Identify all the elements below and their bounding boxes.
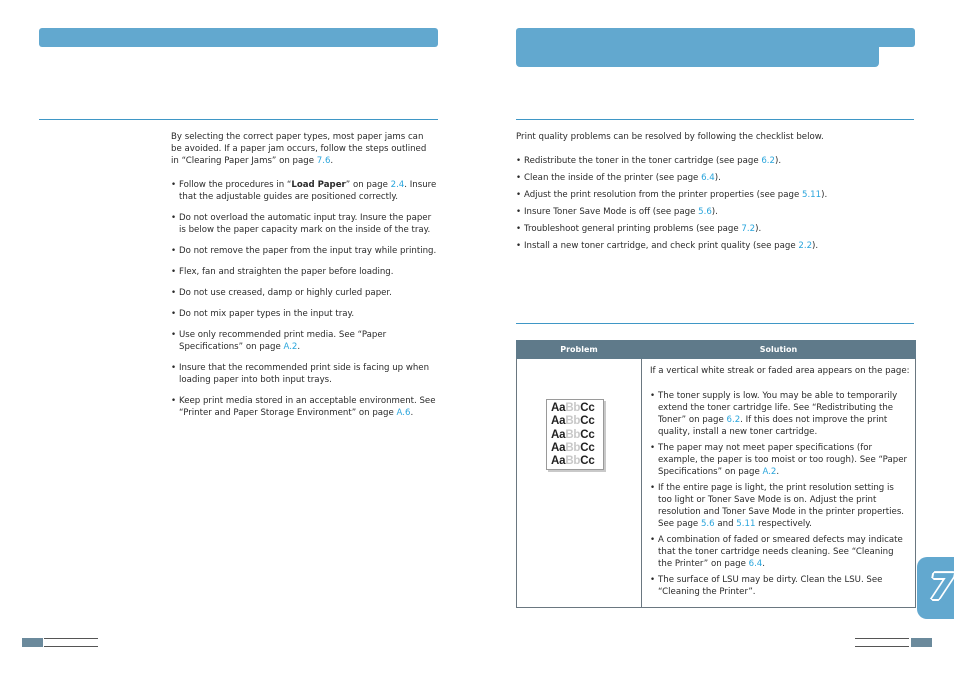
right-header-bar-extension: [516, 44, 879, 67]
list-item: • The paper may not meet paper specifications (for example, the paper is too moist or too rough). See “Paper Specifications” on page A.2.: [650, 442, 908, 478]
list-item: • If the entire page is light, the print resolution setting is too light or Toner Save Mode is on. Adjust the print resolution and Toner Save Mode in the printer properties. See page 5.6 and 5.11 respectively.: [650, 482, 908, 530]
page-link[interactable]: 2.2: [798, 241, 813, 251]
list-item: • The toner supply is low. You may be able to temporarily extend the toner cartridge life. See “Redistributing the Toner” on page 6.2. If this does not improve the print quality, install a new toner cartridge.: [650, 390, 908, 438]
solution-list: [650, 390, 908, 598]
list-item: • Adjust the print resolution from the printer properties (see page 5.11).: [516, 189, 914, 201]
right-section-rule: [516, 119, 914, 120]
right-intro-paragraph: Print quality problems can be resolved by following the checklist below.: [516, 132, 824, 142]
list-item: • Follow the procedures in “Load Paper” on page 2.4. Insure that the adjustable guides are positioned correctly.: [171, 179, 437, 203]
paper-jam-tips-list: [171, 179, 437, 428]
right-footer-rule: [855, 646, 909, 647]
right-footer-block: [911, 638, 932, 647]
problem-solution-table: [516, 340, 916, 608]
list-item: • The surface of LSU may be dirty. Clean the LSU. See “Cleaning the Printer”.: [650, 574, 908, 598]
page-link[interactable]: 6.2: [726, 415, 741, 425]
list-item: • Insure Toner Save Mode is off (see page 5.6).: [516, 206, 914, 218]
problem-cell: [517, 359, 642, 608]
list-item: • Keep print media stored in an acceptable environment. See “Printer and Paper Storage Environment” on page A.6.: [171, 395, 437, 419]
page-link[interactable]: 7.2: [741, 224, 756, 234]
left-footer-block: [22, 638, 43, 647]
page-link[interactable]: 5.11: [736, 519, 756, 529]
list-item: • Do not remove the paper from the input tray while printing.: [171, 245, 437, 257]
page-link[interactable]: 6.2: [761, 156, 776, 166]
list-item: • Redistribute the toner in the toner cartridge (see page 6.2).: [516, 155, 914, 167]
list-item: • A combination of faded or smeared defects may indicate that the toner cartridge needs cleaning. See “Cleaning the Printer” on page 6.4.: [650, 534, 908, 570]
list-item: • Clean the inside of the printer (see page 6.4).: [516, 172, 914, 184]
list-item: • Flex, fan and straighten the paper before loading.: [171, 266, 437, 278]
right-footer-rule: [855, 638, 909, 639]
list-item: • Insure that the recommended print side is facing up when loading paper into both input trays.: [171, 362, 437, 386]
chapter-number: 7: [929, 567, 954, 608]
page-link[interactable]: 7.6: [316, 156, 331, 166]
left-footer-rule: [44, 646, 98, 647]
page-link[interactable]: A.2: [283, 342, 298, 352]
page-link[interactable]: A.2: [762, 467, 777, 477]
list-item: • Troubleshoot general printing problems (see page 7.2).: [516, 223, 914, 235]
table-row: [517, 359, 916, 608]
left-intro-text: By selecting the correct paper types, most paper jams can be avoided. If a paper jam occurs, follow the steps outlined in “Clearing Paper Jams” on page: [171, 132, 427, 166]
left-footer-rule: [44, 638, 98, 639]
problem-header: Problem: [517, 341, 642, 359]
page-link[interactable]: 6.4: [748, 559, 763, 569]
list-item: • Use only recommended print media. See “Paper Specifications” on page A.2.: [171, 329, 437, 353]
print-quality-checklist: [516, 155, 914, 257]
solution-header: Solution: [642, 341, 916, 359]
faded-print-sample-image: AaBbCc AaBbCc AaBbCc AaBbCc AaBbCc: [546, 399, 604, 470]
chapter-tab: [917, 557, 954, 619]
left-section-rule: [39, 119, 438, 120]
page-link[interactable]: A.6: [396, 408, 411, 418]
page-link[interactable]: 5.11: [801, 190, 822, 200]
list-item: • Do not overload the automatic input tray. Insure the paper is below the paper capacity mark on the inside of the tray.: [171, 212, 437, 236]
list-item: • Do not mix paper types in the input tray.: [171, 308, 437, 320]
list-item: • Do not use creased, damp or highly curled paper.: [171, 287, 437, 299]
solution-cell: [642, 359, 916, 608]
left-intro-paragraph: By selecting the correct paper types, most paper jams can be avoided. If a paper jam occurs, follow the steps outlined in “Clearing Paper Jams” on page 7.6.: [171, 132, 427, 166]
list-item: • Install a new toner cartridge, and check print quality (see page 2.2).: [516, 240, 914, 252]
solution-intro: If a vertical white streak or faded area appears on the page:: [650, 366, 910, 376]
left-header-bar: [39, 28, 438, 47]
page-link[interactable]: 5.6: [698, 207, 712, 217]
page-link[interactable]: 2.4: [390, 180, 405, 190]
table-header-row: [517, 341, 916, 359]
page-link[interactable]: 5.6: [700, 519, 715, 529]
page-link[interactable]: 6.4: [701, 173, 715, 183]
right-section-rule-2: [516, 323, 914, 324]
